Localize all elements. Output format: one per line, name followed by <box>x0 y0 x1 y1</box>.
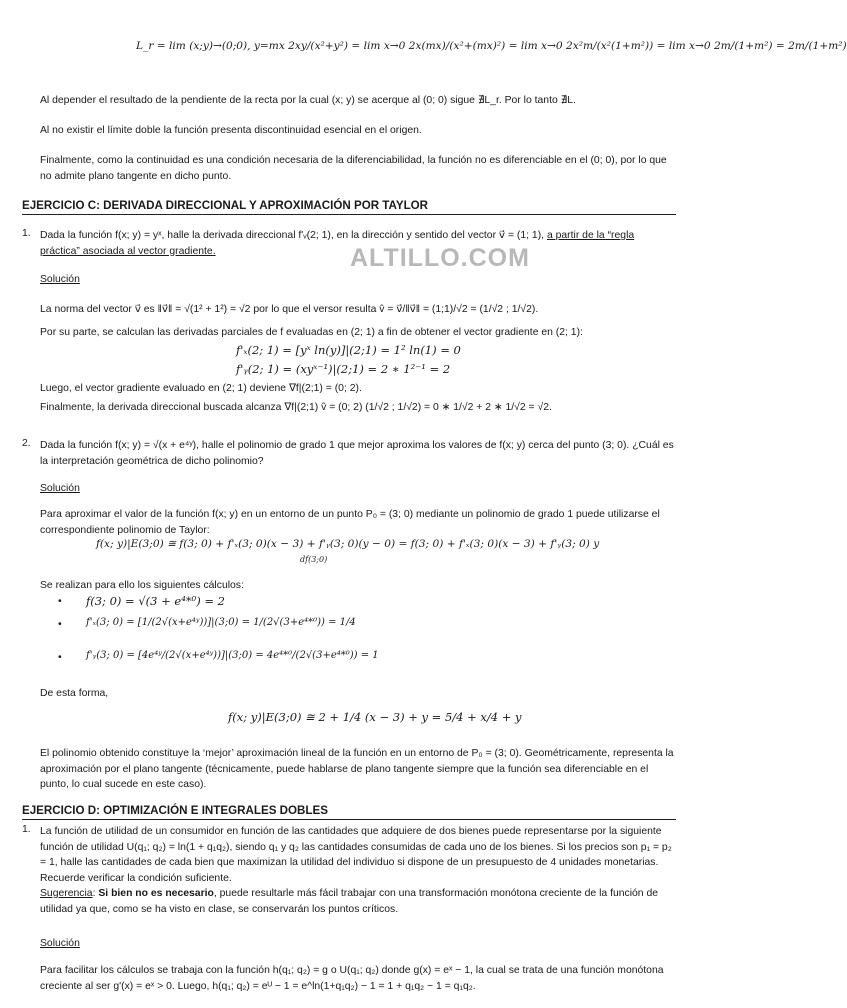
calc-f-value: f(3; 0) = √(3 + e⁴*⁰) = 2 <box>86 594 225 608</box>
calc-fy-value: f'ᵧ(3; 0) = [4e⁴ʸ/(2√(x+e⁴ʸ))]|(3;0) = 4e⁴*⁰/(2√(3+e⁴*⁰)) = 1 <box>86 650 379 661</box>
bullet-icon: • <box>58 652 62 663</box>
partial-x-equation: f'ₓ(2; 1) = [yˣ ln(y)]|(2;1) = 1² ln(1) = 0 <box>236 343 461 357</box>
limit-equation: L_r = lim (x;y)→(0;0), y=mx 2xy/(x²+y²) = lim x→0 2x(mx)/(x²+(mx)²) = lim x→0 2x²m/(x²(1+m²)) = lim x→0 2m/(1+m²) = 2m/(1+m²) <box>136 40 847 52</box>
question-number: 2. <box>22 438 31 449</box>
solution-c2-line1: Para aproximar el valor de la función f(x; y) en un entorno de un punto P₀ = (3; 0) mediante un polinomio de grado 1 puede utilizarse el correspondiente polinomio de Taylor: <box>40 509 660 536</box>
differential-brace-label: df(3;0) <box>300 555 328 564</box>
solution-label: Solución <box>40 274 80 285</box>
solution-c2-line4: El polinomio obtenido constituye la ‘mejor’ aproximación lineal de la función en un entorno de P₀ = (3; 0). Geométricamente, representa la aproximación por el plano tangente (técnicamente, puede hablarse de plano tangente siempre que la función sea diferenciable en el punto, lo cual sucede en este caso). <box>40 748 674 790</box>
question-number: 1. <box>22 824 31 835</box>
solution-label: Solución <box>40 938 80 949</box>
solution-d1-line1: Para facilitar los cálculos se trabaja con la función h(q₁; q₂) = g o U(q₁; q₂) donde g(x) = eˣ − 1, la cual se trata de una función monótona creciente al ser g'(x) = eˣ > 0. Luego, h(q₁; q₂) = eᵁ − 1 = e^ln(1+q₁q₂) − 1 = 1 + q₁q₂ − 1 = q₁q₂. <box>40 965 664 992</box>
section-d-heading: EJERCICIO D: OPTIMIZACIÓN E INTEGRALES DOBLES <box>22 804 676 820</box>
calc-fx-value: f'ₓ(3; 0) = [1/(2√(x+e⁴ʸ))]|(3;0) = 1/(2√(3+e⁴*⁰)) = 1/4 <box>86 617 356 628</box>
question-d1: La función de utilidad de un consumidor en función de las cantidades que adquiere de dos bienes puede representarse por la siguiente función de utilidad U(q₁; q₂) = ln(1 + q₁q₂), siendo q₁ y q₂ las cantidades consumidas de cada uno de los bienes. Si los precios son p₁ = p₂ = 1, halle las cantidades de cada bien que maximizan la utilidad del individuo si dispone de un presupuesto de 4 unidades monetarias. Recuerde verificar la condición suficiente. <box>40 826 672 884</box>
question-c1-text: Dada la función f(x; y) = yˣ, halle la derivada direccional f'ᵥ(2; 1), en la dirección y sentido del vector v⃗ = (1; 1), <box>40 230 547 241</box>
suggestion-label: Sugerencia <box>40 888 93 899</box>
solution-c1-line2: Por su parte, se calculan las derivadas parciales de f evaluadas en (2; 1) a fin de obtener el vector gradiente en (2; 1): <box>40 327 583 338</box>
paragraph-differentiability: Finalmente, como la continuidad es una condición necesaria de la diferenciabilidad, la función no es diferenciable en el (0; 0), por lo que no admite plano tangente en dicho punto. <box>40 155 667 182</box>
solution-c1-line4: Finalmente, la derivada direccional buscada alcanza ∇f|(2;1) v̂ = (0; 2) (1/√2 ; 1/√2) = 0 ∗ 1/√2 + 2 ∗ 1/√2 = √2. <box>40 402 552 413</box>
bullet-icon: • <box>58 596 62 607</box>
solution-c1-line3: Luego, el vector gradiente evaluado en (2; 1) deviene ∇f|(2;1) = (0; 2). <box>40 383 362 394</box>
suggestion-bold: Si bien no es necesario <box>98 888 214 899</box>
taylor-equation: f(x; y)|E(3;0) ≅ f(3; 0) + f'ₓ(3; 0)(x − 3) + f'ᵧ(3; 0)(y − 0) = f(3; 0) + f'ₓ(3; 0)(x − 3) + f'ᵧ(3; 0) y <box>96 538 600 550</box>
taylor-result-equation: f(x; y)|E(3;0) ≅ 2 + 1/4 (x − 3) + y = 5/4 + x/4 + y <box>228 710 522 724</box>
suggestion-paragraph: Sugerencia: Si bien no es necesario, puede resultarle más fácil trabajar con una transformación monótona creciente de la función de utilidad ya que, como se ha visto en clase, se conservarán los puntos críticos. <box>40 888 659 915</box>
solution-c2-line3: De esta forma, <box>40 688 109 699</box>
section-c-heading: EJERCICIO C: DERIVADA DIRECCIONAL Y APROXIMACIÓN POR TAYLOR <box>22 199 676 215</box>
paragraph-limit-dependence: Al depender el resultado de la pendiente de la recta por la cual (x; y) se acerque al (0; 0) sigue ∄L_r. Por lo tanto ∄L. <box>40 95 576 106</box>
solution-label: Solución <box>40 483 80 494</box>
paragraph-discontinuity: Al no existir el límite doble la función presenta discontinuidad esencial en el origen. <box>40 125 422 136</box>
solution-c2-line2: Se realizan para ello los siguientes cálculos: <box>40 580 244 591</box>
watermark-logo: ALTILLO.COM <box>350 244 530 272</box>
partial-y-equation: f'ᵧ(2; 1) = (xyˣ⁻¹)|(2;1) = 2 ∗ 1²⁻¹ = 2 <box>236 362 451 376</box>
question-c1-underlined: a partir de la “regla práctica” asociada al vector gradiente. <box>40 230 635 257</box>
suggestion-text: , puede resultarle más fácil trabajar con una transformación monótona creciente de la función de utilidad ya que, como se ha visto en clase, se conservarán los puntos críticos. <box>40 888 659 915</box>
bullet-icon: • <box>58 619 62 630</box>
question-c2: Dada la función f(x; y) = √(x + e⁴ʸ), halle el polinomio de grado 1 que mejor aproxima los valores de f(x; y) cerca del punto (3; 0). ¿Cuál es la interpretación geométrica de dicho polinomio? <box>40 440 674 467</box>
solution-c1-line1: La norma del vector v⃗ es ‖v⃗‖ = √(1² + 1²) = √2 por lo que el versor resulta v̂ = v⃗/‖v⃗‖ = (1;1)/√2 = (1/√2 ; 1/√2). <box>40 304 539 315</box>
question-number: 1. <box>22 228 31 239</box>
